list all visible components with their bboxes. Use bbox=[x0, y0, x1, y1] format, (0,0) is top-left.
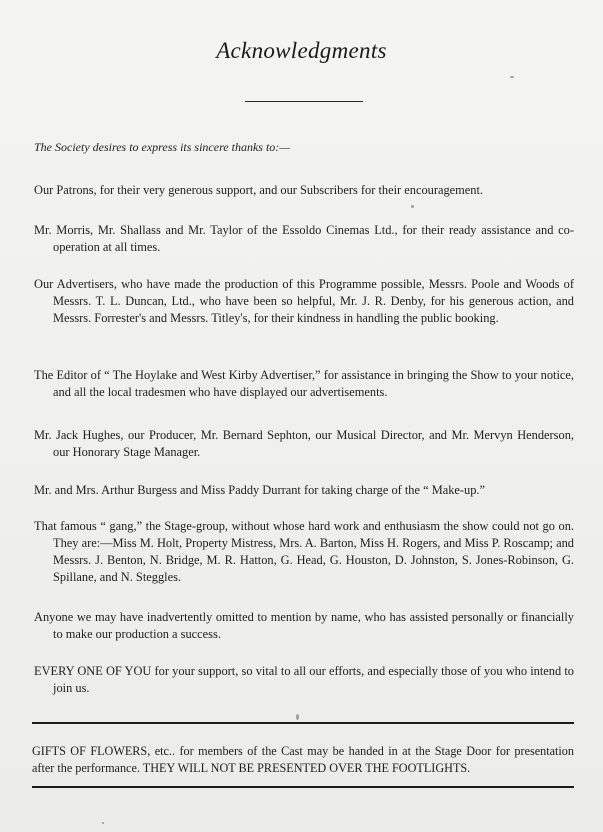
paragraph-advertisers: Our Advertisers, who have made the production of this Programme possible, Messrs. Poole and Woods of Messrs. T. L. Duncan, Ltd., who have been so helpful, Mr. J. R. Denby, for his generous action, and Messrs. Forrester's and Messrs. Titley's, for their kindness in handling the public booking. bbox=[34, 277, 574, 325]
paragraph-anyone: Anyone we may have inadvertently omitted to mention by name, who has assisted personally or financially to make our production a success. bbox=[34, 610, 574, 641]
paragraph-stage-group: That famous “ gang,” the Stage-group, without whose hard work and enthusiasm the show could not go on. They are:—Miss M. Holt, Property Mistress, Mrs. A. Barton, Miss H. Rogers, and Miss P. Roscamp; and Messrs. J. Benton, N. Bridge, M. R. Hatton, G. Head, G. Houston, D. Johnston, S. Jones-Robinson, G. Spillane, and N. Steggles. bbox=[34, 519, 574, 584]
paragraph-editor: The Editor of “ The Hoylake and West Kirby Advertiser,” for assistance in bringing the Show to your notice, and all the local tradesmen who have displayed our advertisements. bbox=[34, 368, 574, 399]
divider-top bbox=[32, 722, 574, 724]
paper-speck bbox=[296, 714, 299, 720]
flowers-notice: GIFTS OF FLOWERS, etc.. for members of the Cast may be handed in at the Stage Door for presentation after the performance. THEY WILL NOT BE PRESENTED OVER THE FOOTLIGHTS. bbox=[32, 744, 574, 775]
intro-line: The Society desires to express its sincere thanks to:— bbox=[34, 140, 290, 154]
page-title: Acknowledgments bbox=[216, 38, 387, 63]
paper-speck bbox=[411, 205, 414, 208]
divider-bottom bbox=[32, 786, 574, 788]
paragraph-everyone: EVERY ONE OF YOU for your support, so vital to all our efforts, and especially those of you who intend to join us. bbox=[34, 664, 574, 695]
title-underline bbox=[245, 101, 363, 102]
paragraph-producer: Mr. Jack Hughes, our Producer, Mr. Bernard Sephton, our Musical Director, and Mr. Mervyn Henderson, our Honorary Stage Manager. bbox=[34, 428, 574, 459]
paragraph-cinemas: Mr. Morris, Mr. Shallass and Mr. Taylor of the Essoldo Cinemas Ltd., for their ready assistance and co-operation at all times. bbox=[34, 223, 574, 254]
paragraph-make-up: Mr. and Mrs. Arthur Burgess and Miss Paddy Durrant for taking charge of the “ Make-up.” bbox=[34, 483, 486, 497]
paper-speck bbox=[102, 822, 104, 824]
paper-speck bbox=[510, 76, 514, 78]
paragraph-patrons: Our Patrons, for their very generous support, and our Subscribers for their encouragement. bbox=[34, 183, 484, 197]
